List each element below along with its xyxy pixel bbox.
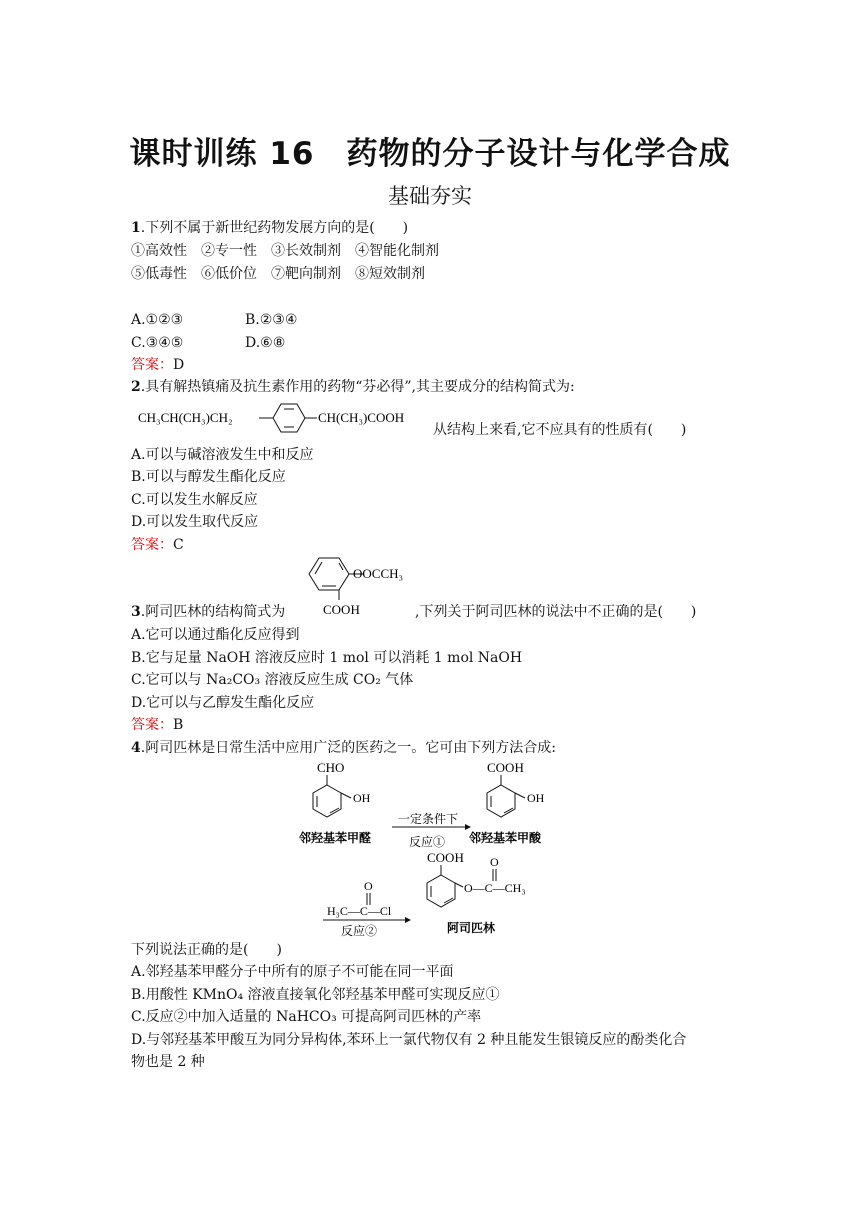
question-text: .阿司匹林的结构简式为 <box>140 604 286 620</box>
carboxyl-group: COOH <box>487 760 524 775</box>
answer-label: 答案： <box>131 357 173 373</box>
option-a: A.①②③ <box>131 312 184 328</box>
question-2-tail: 从结构上来看,它不应具有的性质有( ) <box>433 422 687 438</box>
ester-group: O—C—CH₃ <box>464 881 526 895</box>
carbonyl-oxygen: O <box>364 879 373 893</box>
option-b: B.用酸性 KMnO₄ 溶液直接氧化邻羟基苯甲醛可实现反应① <box>131 987 500 1003</box>
reagent-acetyl-chloride: H₃C—C—Cl <box>327 904 392 918</box>
option-a: A.可以与碱溶液发生中和反应 <box>131 447 314 463</box>
question-number: 3 <box>131 604 141 620</box>
option-c: C.反应②中加入适量的 NaHCO₃ 可提高阿司匹林的产率 <box>131 1009 482 1025</box>
compound-name-salicylaldehyde: 邻羟基苯甲醛 <box>299 831 372 845</box>
answer-3 <box>131 716 183 734</box>
hydroxyl-group: OH <box>353 791 371 805</box>
reaction-1-label: 反应① <box>409 835 446 849</box>
option-d: D.可以发生取代反应 <box>131 514 259 530</box>
question-2-stem <box>131 378 575 396</box>
question-number: 1 <box>131 220 141 236</box>
question-1-stem <box>131 219 408 237</box>
carboxyl-group: COOH <box>427 850 464 865</box>
aspirin-structure <box>295 552 425 622</box>
section-subtitle: 基础夯实 <box>388 184 472 208</box>
answer-1 <box>131 356 184 374</box>
option-d: D.它可以与乙醇发生酯化反应 <box>131 695 315 711</box>
option-c: C.可以发生水解反应 <box>131 492 258 508</box>
answer-2 <box>131 536 184 554</box>
answer-value: B <box>173 717 184 733</box>
question-text: .阿司匹林是日常生活中应用广泛的医药之一。它可由下列方法合成: <box>140 740 556 756</box>
answer-label: 答案： <box>131 537 173 553</box>
answer-label: 答案： <box>131 717 173 733</box>
compound-name-aspirin: 阿司匹林 <box>447 921 496 935</box>
option-d-continued: 物也是 2 种 <box>131 1054 205 1070</box>
question-3-stem <box>131 603 285 621</box>
answer-value: C <box>173 537 184 553</box>
option-d: D.⑥⑧ <box>245 335 286 351</box>
aldehyde-group: CHO <box>317 760 345 775</box>
struct-acid-group: COOH <box>323 602 360 617</box>
question-4-stem <box>131 739 556 757</box>
question-4-prompt: 下列说法正确的是( ) <box>131 942 282 958</box>
option-a: A.它可以通过酯化反应得到 <box>131 627 300 643</box>
synthesis-scheme <box>295 758 565 940</box>
option-a: A.邻羟基苯甲醛分子中所有的原子不可能在同一平面 <box>131 964 454 980</box>
reaction-2-label: 反应② <box>341 924 378 938</box>
question-3-tail: ,下列关于阿司匹林的说法中不正确的是( ) <box>415 604 697 620</box>
formula-left: CH₃CH(CH₃)CH₂ <box>138 410 233 425</box>
ibuprofen-structure <box>135 398 435 438</box>
question-1-items-row1: ①高效性 ②专一性 ③长效制剂 ④智能化制剂 <box>131 243 439 259</box>
hydroxyl-group: OH <box>527 791 545 805</box>
option-b: B.可以与醇发生酯化反应 <box>131 469 286 485</box>
reaction-condition: 一定条件下 <box>398 812 459 826</box>
option-b: B.②③④ <box>245 312 298 328</box>
struct-ester-group: OOCCH₃ <box>353 566 404 581</box>
option-d: D.与邻羟基苯甲酸互为同分异构体,苯环上一氯代物仅有 2 种且能发生银镜反应的酚类化合 <box>131 1032 687 1048</box>
option-b: B.它与足量 NaOH 溶液反应时 1 mol 可以消耗 1 mol NaOH <box>131 650 523 666</box>
answer-value: D <box>173 357 185 373</box>
compound-name-salicylic-acid: 邻羟基苯甲酸 <box>469 831 542 845</box>
option-c: C.它可以与 Na₂CO₃ 溶液反应生成 CO₂ 气体 <box>131 672 414 688</box>
question-number: 2 <box>131 379 141 395</box>
question-1-items-row2: ⑤低毒性 ⑥低价位 ⑦靶向制剂 ⑧短效制剂 <box>131 266 425 282</box>
carbonyl-oxygen: O <box>490 855 499 869</box>
question-number: 4 <box>131 740 141 756</box>
question-text: .具有解热镇痛及抗生素作用的药物“芬必得”,其主要成分的结构简式为: <box>140 379 575 395</box>
page-title: 课时训练 16 药物的分子设计与化学合成 <box>129 136 731 172</box>
option-c: C.③④⑤ <box>131 335 184 351</box>
formula-right: CH(CH₃)COOH <box>318 410 405 425</box>
question-text: .下列不属于新世纪药物发展方向的是( ) <box>140 220 409 236</box>
